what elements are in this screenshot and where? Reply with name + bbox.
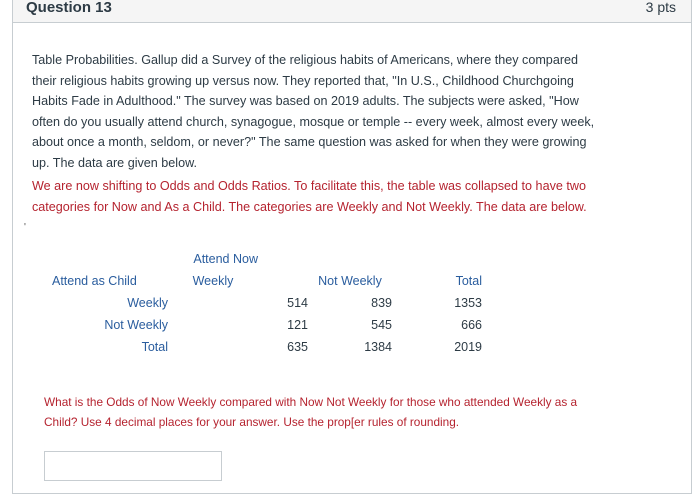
intro-paragraph: Table Probabilities. Gallup did a Survey of the religious habits of Americans, where they compared their religious habits growing up versus now. They reported that, "In U.S., Childhood Churchgoing Habits Fade in Adulthood." The survey was based on 2019 adults. The subjects were asked, "How often do you usually attend church, synagogue, mosque or temple -- every week, almost every week, about once a month, seldom, or never?" The same question was asked for when they were growing up. The data are given below. xyxy=(32,53,595,170)
table-row xyxy=(38,292,482,314)
attend-as-child-header: Attend as Child xyxy=(52,274,137,288)
row-label-not-weekly: Not Weekly xyxy=(104,318,168,332)
answer-input[interactable] xyxy=(44,451,222,481)
row-label-total: Total xyxy=(141,340,168,354)
attend-now-header: Attend Now xyxy=(193,252,258,266)
table-header-row-top xyxy=(38,248,482,270)
cell-not-weekly-weekly: 121 xyxy=(287,318,308,332)
col-header-not-weekly: Not Weekly xyxy=(318,274,382,288)
cell-total-weekly: 635 xyxy=(287,340,308,354)
cell-weekly-not-weekly: 839 xyxy=(371,296,392,310)
col-header-weekly: Weekly xyxy=(192,274,234,288)
odds-paragraph: We are now shifting to Odds and Odds Ratios. To facilitate this, the table was collapsed to have two categories for Now and As a Child. The categories are Weekly and Not Weekly. The data are below. xyxy=(32,179,587,214)
cell-weekly-weekly: 514 xyxy=(287,296,308,310)
question-points: 3 pts xyxy=(645,0,676,15)
cell-not-weekly-not-weekly: 545 xyxy=(371,318,392,332)
question-prompt: What is the Odds of Now Weekly compared with Now Not Weekly for those who attended Weekly as a Child? Use 4 decimal places for your answer. Use the prop[er rules of rounding. xyxy=(44,395,578,429)
data-table xyxy=(38,248,482,358)
table-header-row xyxy=(38,270,482,292)
question-header xyxy=(12,0,692,23)
bullet-mark: ' xyxy=(24,222,26,233)
cell-total-total: 2019 xyxy=(454,340,482,354)
cell-weekly-total: 1353 xyxy=(454,296,482,310)
question-title: Question 13 xyxy=(26,0,112,16)
cell-total-not-weekly: 1384 xyxy=(364,340,392,354)
table-row xyxy=(38,314,482,336)
col-header-total: Total xyxy=(455,274,482,288)
table-row xyxy=(38,336,482,358)
row-label-weekly: Weekly xyxy=(127,296,168,310)
cell-not-weekly-total: 666 xyxy=(461,318,482,332)
